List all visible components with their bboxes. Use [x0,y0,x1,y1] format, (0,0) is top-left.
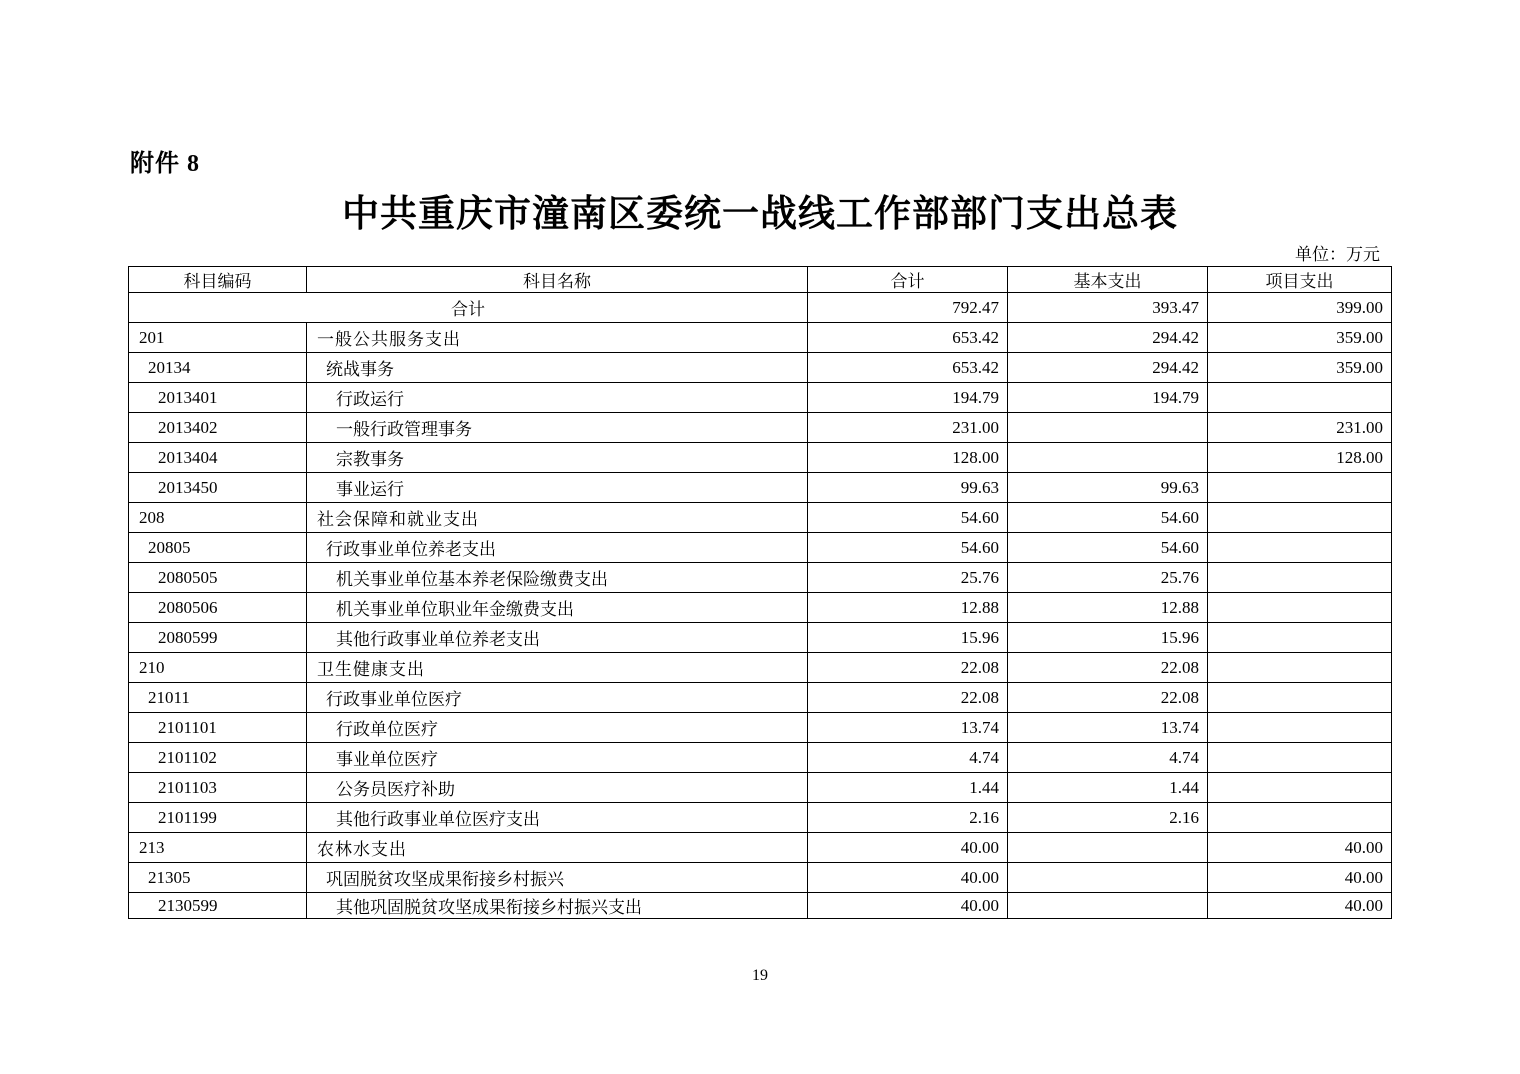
table-row [129,623,1392,653]
row-name: 一般行政管理事务 [307,413,808,443]
row-total: 2.16 [808,803,1008,833]
row-name: 统战事务 [307,353,808,383]
row-basic [1008,443,1208,473]
table-row [129,743,1392,773]
row-project [1208,383,1392,413]
row-name: 行政事业单位养老支出 [307,533,808,563]
row-project [1208,713,1392,743]
row-total: 40.00 [808,833,1008,863]
row-total: 22.08 [808,683,1008,713]
header-basic: 基本支出 [1008,267,1208,293]
header-name: 科目名称 [307,267,808,293]
table-row [129,323,1392,353]
table-row [129,593,1392,623]
row-total: 194.79 [808,383,1008,413]
row-project [1208,533,1392,563]
row-basic: 54.60 [1008,533,1208,563]
row-basic: 13.74 [1008,713,1208,743]
row-code: 2080505 [129,563,307,593]
row-code: 21305 [129,863,307,893]
row-total: 12.88 [808,593,1008,623]
row-basic: 1.44 [1008,773,1208,803]
row-project [1208,563,1392,593]
row-name: 巩固脱贫攻坚成果衔接乡村振兴 [307,863,808,893]
row-code: 20805 [129,533,307,563]
table-row [129,893,1392,919]
row-name: 一般公共服务支出 [307,323,808,353]
row-basic [1008,863,1208,893]
table-row [129,383,1392,413]
row-total: 99.63 [808,473,1008,503]
row-project: 128.00 [1208,443,1392,473]
attachment-label: 附件 8 [130,151,200,177]
table-row [129,443,1392,473]
row-code: 2013450 [129,473,307,503]
row-total: 1.44 [808,773,1008,803]
row-code: 2130599 [129,893,307,919]
row-basic: 22.08 [1008,653,1208,683]
total-project: 399.00 [1208,293,1392,323]
table-row [129,473,1392,503]
row-basic: 99.63 [1008,473,1208,503]
table-row [129,773,1392,803]
row-project: 40.00 [1208,893,1392,919]
row-basic [1008,413,1208,443]
row-code: 2013404 [129,443,307,473]
row-code: 2101103 [129,773,307,803]
row-project [1208,473,1392,503]
row-total: 13.74 [808,713,1008,743]
row-total: 54.60 [808,533,1008,563]
row-project: 231.00 [1208,413,1392,443]
row-name: 机关事业单位职业年金缴费支出 [307,593,808,623]
row-basic: 4.74 [1008,743,1208,773]
row-basic: 294.42 [1008,353,1208,383]
row-basic: 54.60 [1008,503,1208,533]
row-project: 40.00 [1208,863,1392,893]
row-project: 359.00 [1208,353,1392,383]
row-project: 40.00 [1208,833,1392,863]
total-amount: 792.47 [808,293,1008,323]
page-number: 19 [752,967,768,984]
row-basic: 15.96 [1008,623,1208,653]
row-total: 15.96 [808,623,1008,653]
table-row [129,683,1392,713]
row-basic: 194.79 [1008,383,1208,413]
row-project [1208,503,1392,533]
page-title: 中共重庆市潼南区委统一战线工作部部门支出总表 [342,194,1178,235]
row-project [1208,773,1392,803]
row-name: 社会保障和就业支出 [307,503,808,533]
total-label: 合计 [129,293,808,323]
header-total: 合计 [808,267,1008,293]
row-name: 农林水支出 [307,833,808,863]
row-basic: 2.16 [1008,803,1208,833]
table-row [129,503,1392,533]
row-code: 2101102 [129,743,307,773]
table-row [129,653,1392,683]
row-name: 卫生健康支出 [307,653,808,683]
table-header-row [129,267,1392,293]
row-code: 201 [129,323,307,353]
row-project [1208,683,1392,713]
row-total: 25.76 [808,563,1008,593]
table-row [129,863,1392,893]
row-total: 54.60 [808,503,1008,533]
row-total: 40.00 [808,863,1008,893]
row-code: 2080599 [129,623,307,653]
header-code: 科目编码 [129,267,307,293]
row-name: 其他巩固脱贫攻坚成果衔接乡村振兴支出 [307,893,808,919]
total-row [129,293,1392,323]
table-row [129,803,1392,833]
table-row [129,413,1392,443]
row-total: 653.42 [808,353,1008,383]
row-code: 2101199 [129,803,307,833]
expenditure-table [128,266,1392,919]
row-basic: 22.08 [1008,683,1208,713]
row-project: 359.00 [1208,323,1392,353]
row-name: 其他行政事业单位医疗支出 [307,803,808,833]
total-basic: 393.47 [1008,293,1208,323]
row-project [1208,653,1392,683]
header-project: 项目支出 [1208,267,1392,293]
row-basic: 294.42 [1008,323,1208,353]
table-row [129,563,1392,593]
row-total: 231.00 [808,413,1008,443]
row-name: 行政事业单位医疗 [307,683,808,713]
row-code: 210 [129,653,307,683]
row-project [1208,743,1392,773]
row-name: 其他行政事业单位养老支出 [307,623,808,653]
row-basic [1008,893,1208,919]
row-total: 22.08 [808,653,1008,683]
row-total: 4.74 [808,743,1008,773]
table-row [129,353,1392,383]
row-code: 208 [129,503,307,533]
row-basic: 25.76 [1008,563,1208,593]
row-code: 2080506 [129,593,307,623]
row-code: 21011 [129,683,307,713]
row-name: 行政运行 [307,383,808,413]
row-project [1208,623,1392,653]
table-row [129,833,1392,863]
table-row [129,533,1392,563]
row-code: 20134 [129,353,307,383]
row-total: 653.42 [808,323,1008,353]
row-code: 2013402 [129,413,307,443]
row-name: 行政单位医疗 [307,713,808,743]
row-code: 2013401 [129,383,307,413]
row-code: 2101101 [129,713,307,743]
row-basic: 12.88 [1008,593,1208,623]
unit-label: 单位：万元 [1295,245,1380,264]
row-name: 宗教事务 [307,443,808,473]
row-total: 40.00 [808,893,1008,919]
row-basic [1008,833,1208,863]
row-name: 事业运行 [307,473,808,503]
row-name: 公务员医疗补助 [307,773,808,803]
row-project [1208,803,1392,833]
row-total: 128.00 [808,443,1008,473]
row-name: 事业单位医疗 [307,743,808,773]
table-row [129,713,1392,743]
row-project [1208,593,1392,623]
row-name: 机关事业单位基本养老保险缴费支出 [307,563,808,593]
row-code: 213 [129,833,307,863]
